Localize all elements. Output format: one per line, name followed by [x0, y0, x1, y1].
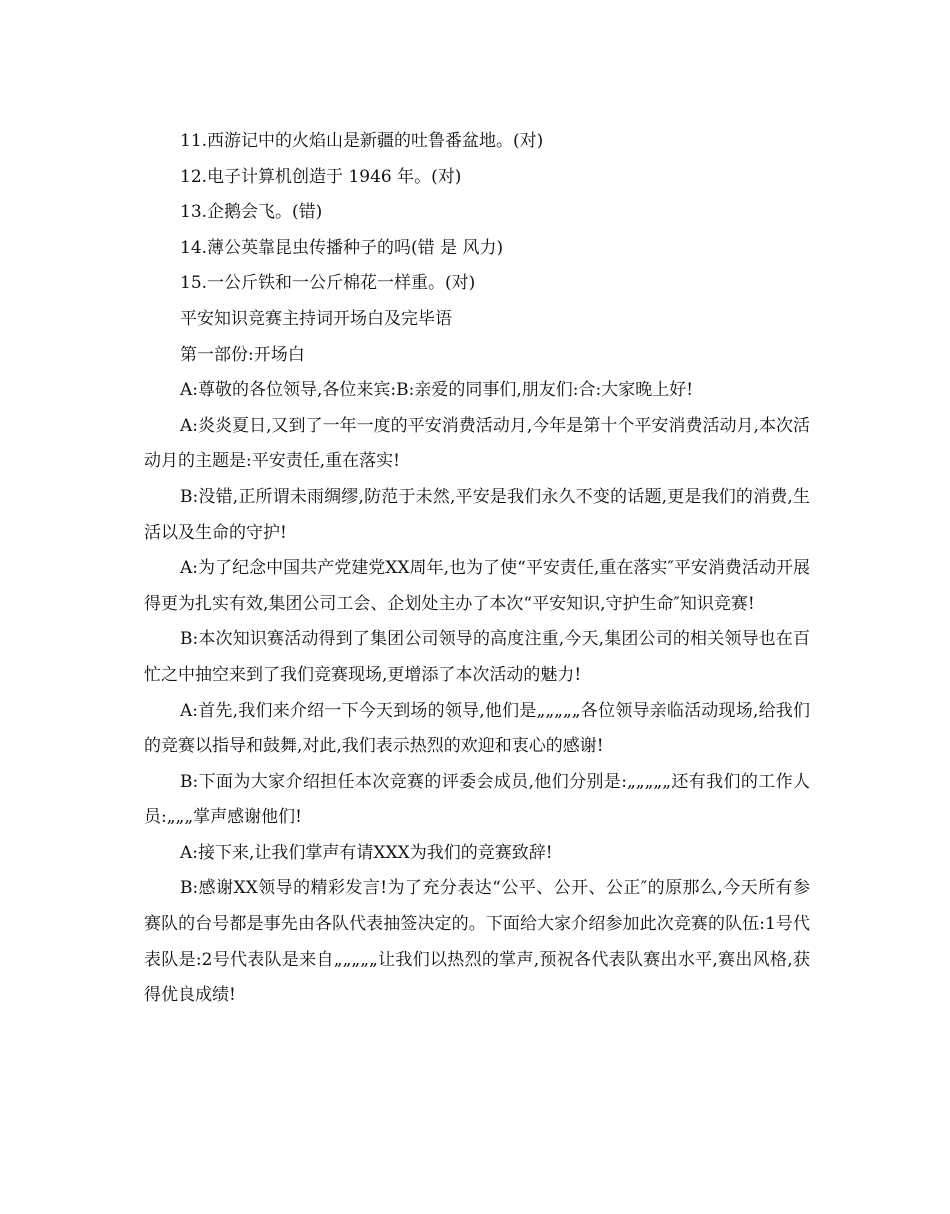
document-body — [144, 124, 810, 1014]
paragraph-anniversary: A:为了纪念中国共产党建党XX周年,也为了使“平安责任,重在落实″平安消费活动开展得更为扎实有效,集团公司工会、企划处主办了本次“平安知识,守护生命″知识竞赛! — [144, 558, 810, 614]
paragraph-greeting: A:尊敬的各位领导,各位来宾:B:亲爱的同事们,朋友们:合:大家晚上好! — [180, 380, 694, 401]
quiz-item-11: 11.西游记中的火焰山是新疆的吐鲁番盆地。(对) — [180, 131, 544, 151]
document-title: 平安知识竞赛主持词开场白及完毕语 — [180, 308, 452, 329]
paragraph-speech: A:接下来,让我们掌声有请XXX为我们的竞赛致辞! — [180, 842, 553, 863]
paragraph-judges: B:下面为大家介绍担任本次竞赛的评委会成员,他们分别是:„„„„„还有我们的工作人员:„„„掌声感谢他们! — [144, 771, 810, 828]
paragraph-safety: B:没错,正所谓未雨绸缪,防范于未然,平安是我们永久不变的话题,更是我们的消费,生活以及生命的守护! — [144, 486, 810, 543]
quiz-item-15: 15.一公斤铁和一公斤棉花一样重。(对) — [180, 273, 476, 294]
quiz-item-12: 12.电子计算机创造于 1946 年。(对) — [180, 166, 462, 187]
quiz-item-13: 13.企鹅会飞。(错) — [180, 202, 323, 223]
quiz-item-14: 14.薄公英靠昆虫传播种子的吗(错 是 风力) — [180, 237, 504, 258]
section-heading: 第一部份:开场白 — [180, 344, 305, 365]
paragraph-leaders-attention: B:本次知识赛活动得到了集团公司领导的高度注重,今天,集团公司的相关领导也在百忙之中抽空来到了我们竞赛现场,更增添了本次活动的魅力! — [144, 629, 810, 685]
paragraph-introduce-leaders: A:首先,我们来介绍一下今天到场的领导,他们是„„„„„各位领导亲临活动现场,给我们的竞赛以指导和鼓舞,对此,我们表示热烈的欢迎和衷心的感谢! — [144, 700, 811, 757]
paragraph-theme: A:炎炎夏日,又到了一年一度的平安消费活动月,今年是第十个平安消费活动月,本次活动月的主题是:平安责任,重在落实! — [144, 415, 810, 472]
paragraph-teams: B:感谢XX领导的精彩发言!为了充分表达“公平、公开、公正″的原那么,今天所有参赛队的台号都是事先由各队代表抽签决定的。下面给大家介绍参加此次竞赛的队伍:1号代表队是:2号代表队是来自„„„„„让我们以热烈的掌声,预祝各代表队赛出水平,赛出风格,获得优良成绩! — [144, 878, 810, 1006]
